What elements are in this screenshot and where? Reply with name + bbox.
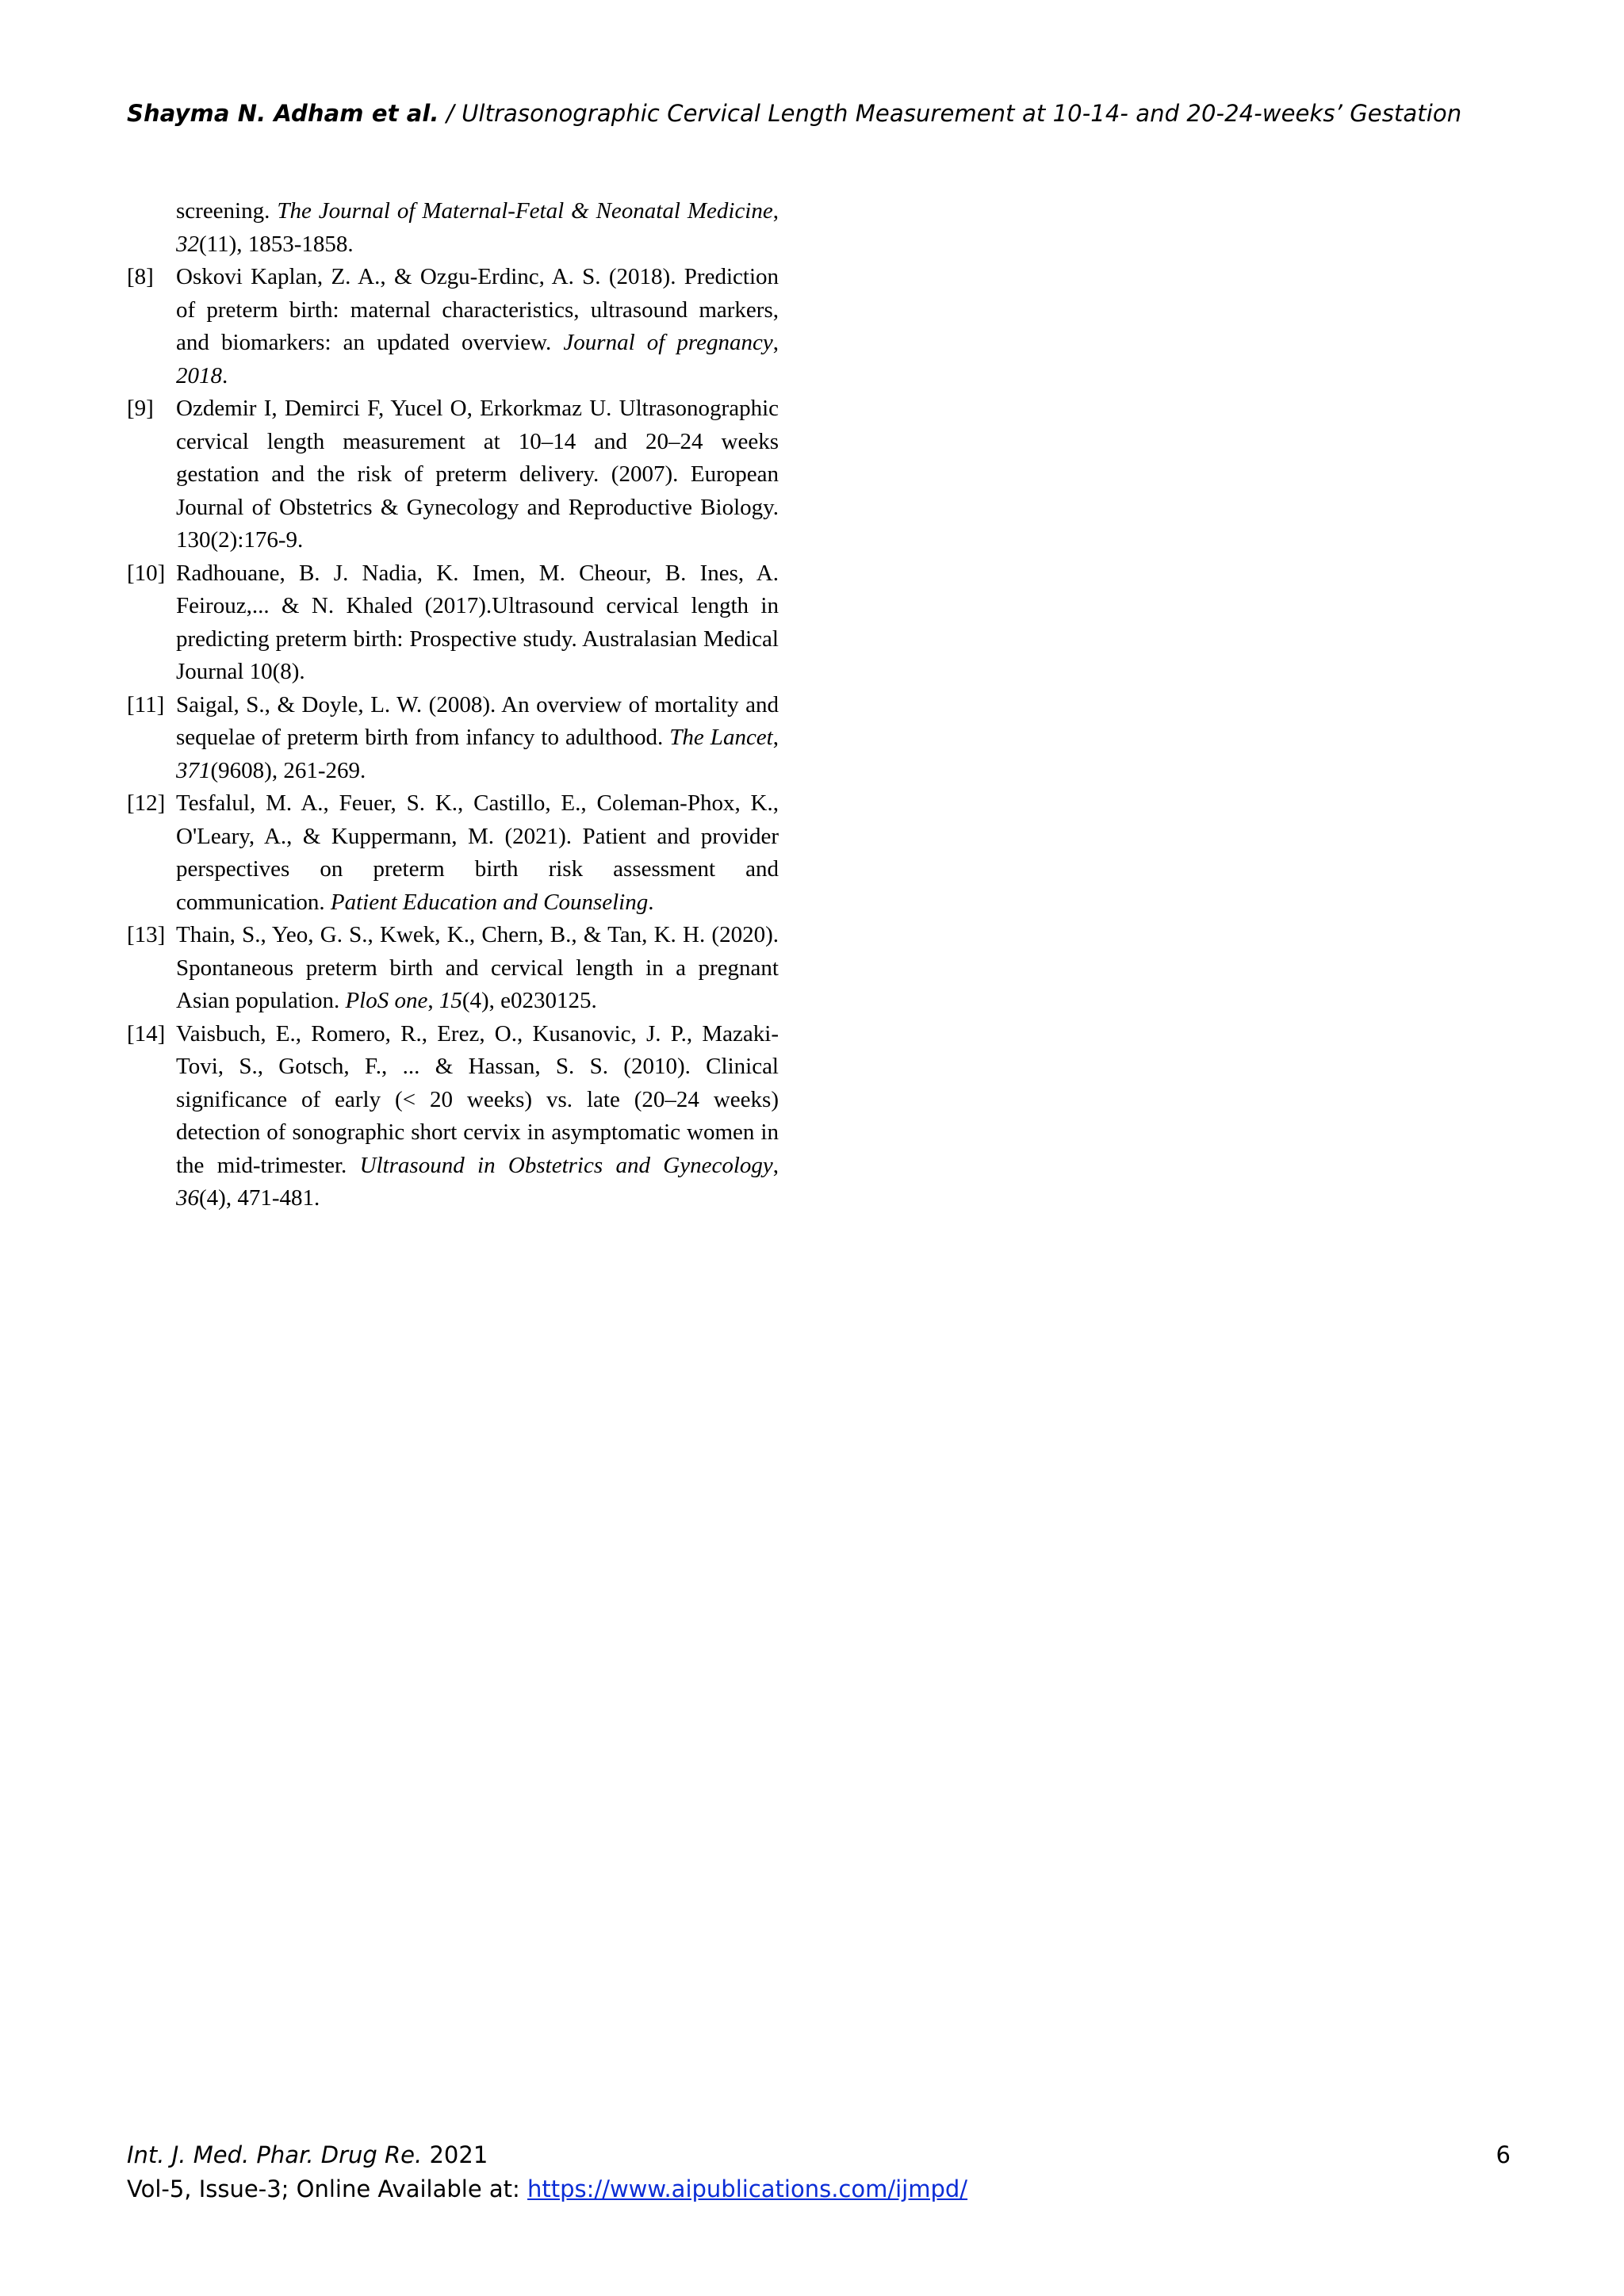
reference-segment: ,: [427, 988, 439, 1013]
reference-item: [127, 919, 779, 1018]
reference-italic-segment: Journal of pregnancy: [563, 330, 773, 355]
reference-segment: ,: [772, 330, 779, 355]
reference-number: [14]: [127, 1020, 166, 1047]
reference-segment: ,: [772, 198, 779, 224]
reference-italic-segment: The Lancet: [669, 725, 773, 750]
reference-text: [176, 1018, 779, 1215]
reference-segment: ,: [772, 725, 779, 750]
reference-item: [127, 787, 779, 919]
reference-italic-segment: 2018: [176, 362, 222, 388]
reference-segment: Vaisbuch, E., Romero, R., Erez, O., Kusanovic, J. P., Mazaki-Tovi, S., Gotsch, F., ... & Hassan, S. S. (2010). Clinical significance of early (< 20 weeks) vs. late (20–24 weeks) detection of sonographic short cervix in asymptomatic women in the mid-trimester.: [176, 1020, 779, 1178]
running-header: [127, 100, 1570, 127]
reference-segment: (4), 471-481.: [199, 1185, 320, 1211]
reference-italic-segment: 32: [176, 231, 199, 257]
header-authors: Shayma N. Adham et al.: [127, 100, 439, 127]
reference-segment: Saigal, S., & Doyle, L. W. (2008). An overview of mortality and sequelae of preterm birth from infancy to adulthood.: [176, 691, 779, 750]
reference-italic-segment: The Journal of Maternal-Fetal & Neonatal Medicine: [277, 198, 773, 224]
footer-journal-citation: [127, 2138, 488, 2172]
reference-number: [10]: [127, 560, 166, 586]
page-footer: [127, 2138, 1511, 2206]
reference-number: [13]: [127, 922, 166, 947]
reference-segment: Radhouane, B. J. Nadia, K. Imen, M. Cheour, B. Ines, A. Feirouz,... & N. Khaled (2017).Ultrasound cervical length in predicting preterm birth: Prospective study. Australasian Medical Journal 10(8).: [176, 560, 779, 684]
page-number: 6: [1496, 2141, 1511, 2168]
reference-italic-segment: 36: [176, 1185, 199, 1211]
reference-segment: (11), 1853-1858.: [199, 231, 354, 257]
reference-segment: screening.: [176, 198, 278, 224]
reference-italic-segment: 15: [439, 988, 462, 1013]
header-title: / Ultrasonographic Cervical Length Measurement at 10-14- and 20-24-weeks’ Gestation: [439, 100, 1462, 127]
reference-item: [127, 261, 779, 392]
reference-text: [176, 557, 779, 689]
reference-text: [176, 392, 779, 557]
footer-line-2: [127, 2172, 1511, 2206]
reference-segment: Tesfalul, M. A., Feuer, S. K., Castillo, E., Coleman-Phox, K., O'Leary, A., & Kuppermann, M. (2021). Patient and provider perspectives on preterm birth risk assessment and communication.: [176, 790, 779, 915]
reference-segment: ,: [772, 1152, 779, 1178]
reference-segment: (4), e0230125.: [462, 988, 597, 1013]
reference-italic-segment: Ultrasound in Obstetrics and Gynecology: [359, 1152, 773, 1178]
reference-italic-segment: 371: [176, 757, 211, 783]
reference-text: [176, 195, 779, 261]
reference-text: [176, 261, 779, 392]
reference-text: [176, 689, 779, 788]
reference-item: [127, 392, 779, 557]
footer-line-1: [127, 2138, 1511, 2172]
reference-segment: (9608), 261-269.: [210, 757, 366, 783]
reference-item: [127, 557, 779, 689]
reference-number: [8]: [127, 264, 154, 289]
reference-number: [12]: [127, 790, 166, 816]
reference-text: [176, 787, 779, 919]
reference-italic-segment: Patient Education and Counseling: [330, 889, 649, 915]
reference-segment: .: [648, 889, 654, 915]
journal-link[interactable]: https://www.aipublications.com/ijmpd/: [527, 2175, 968, 2202]
reference-segment: .: [222, 362, 228, 388]
footer-year: 2021: [422, 2141, 488, 2168]
reference-segment: Oskovi Kaplan, Z. A., & Ozgu-Erdinc, A. S. (2018). Prediction of preterm birth: maternal characteristics, ultrasound markers, and biomarkers: an updated overview.: [176, 264, 779, 355]
reference-segment: Thain, S., Yeo, G. S., Kwek, K., Chern, B., & Tan, K. H. (2020). Spontaneous preterm birth and cervical length in a pregnant Asian population.: [176, 922, 779, 1013]
reference-number: [9]: [127, 396, 154, 421]
reference-number: [11]: [127, 691, 165, 718]
reference-list: [127, 195, 779, 1215]
reference-item: [127, 1018, 779, 1215]
reference-italic-segment: PloS one: [345, 988, 428, 1013]
footer-volume: Vol-5, Issue-3; Online Available at:: [127, 2175, 528, 2202]
reference-text: [176, 919, 779, 1018]
footer-journal: Int. J. Med. Phar. Drug Re.: [127, 2141, 423, 2168]
reference-item: [127, 689, 779, 788]
reference-item: [127, 195, 779, 261]
reference-segment: Ozdemir I, Demirci F, Yucel O, Erkorkmaz U. Ultrasonographic cervical length measurement at 10–14 and 20–24 weeks gestation and the risk of preterm delivery. (2007). European Journal of Obstetrics & Gynecology and Reproductive Biology. 130(2):176-9.: [176, 396, 779, 553]
